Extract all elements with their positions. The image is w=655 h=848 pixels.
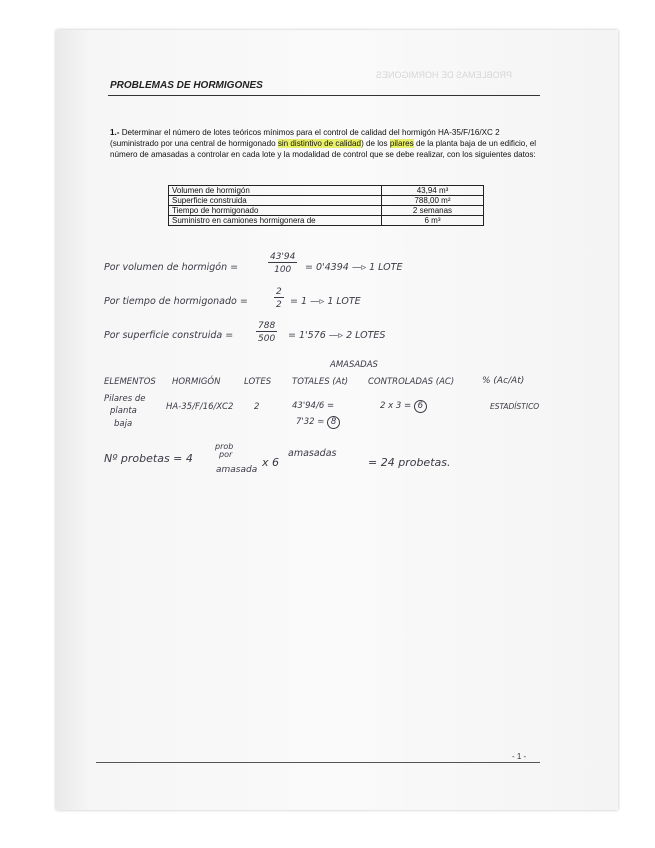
hw-line2-label: Por tiempo de hormigonado =	[104, 296, 248, 307]
table-value: 788,00 m²	[382, 196, 484, 206]
hw-line2-den: 2	[276, 300, 282, 310]
hw-row-elemento-3: baja	[114, 419, 133, 429]
hw-row-totales-2-text: 7'32 ≃	[296, 417, 325, 427]
problem-text-middle: ) de los	[361, 139, 390, 148]
hw-col-totales: TOTALES (At)	[292, 377, 349, 387]
hw-circled-8: 8	[327, 416, 340, 429]
hw-row-controladas	[380, 400, 427, 413]
hw-probetas-label: Nº probetas = 4	[104, 452, 193, 465]
hw-row-elemento-1: Pilares de	[104, 394, 146, 404]
hw-line3-num: 788	[258, 321, 276, 331]
hw-col-hormigon: HORMIGÓN	[172, 377, 221, 387]
table-row	[169, 206, 484, 216]
hw-line3-fraction	[256, 321, 277, 344]
table-label: Superficie construida	[169, 196, 382, 206]
highlight-pilares: pilares	[389, 139, 414, 148]
hw-row-totales-1: 43'94/6 =	[292, 401, 335, 411]
hw-amasadas-heading: AMASADAS	[330, 360, 378, 370]
hw-row-controladas-text: 2 x 3 =	[380, 401, 412, 411]
bleed-through-text: PROBLEMAS DE HORMIGONES	[376, 70, 513, 80]
hw-probetas-sup	[215, 443, 233, 459]
hw-line1-label: Por volumen de hormigón =	[104, 262, 239, 273]
hw-line1-fraction	[268, 252, 297, 275]
hw-col-ratio: % (Ac/At)	[482, 376, 525, 386]
hw-line3-label: Por superficie construida =	[104, 330, 234, 341]
problem-number: 1.-	[110, 128, 120, 137]
hw-col-lotes: LOTES	[244, 377, 272, 387]
hw-probetas-sup-2: por	[219, 450, 233, 459]
hw-row-modalidad: ESTADÍSTICO	[490, 402, 540, 411]
problem-text-after: de la planta baja de un edificio, el número de amasadas a controlar en cada lote y la modalidad de control que se debe realizar, con los siguientes datos:	[110, 139, 537, 159]
hw-line3-result: = 1'576 —▹ 2 LOTES	[288, 330, 386, 341]
table-row	[169, 186, 484, 196]
hw-line2-num: 2	[276, 287, 282, 297]
table-row	[169, 216, 484, 226]
hw-col-controladas: CONTROLADAS (AC)	[368, 377, 455, 387]
table-value: 2 semanas	[382, 206, 484, 216]
hw-row-hormigon: HA-35/F/16/XC2	[166, 402, 234, 412]
table-value: 43,94 m³	[382, 186, 484, 196]
hw-probetas-amasadas: amasadas	[288, 448, 337, 459]
hw-probetas-sub: amasada	[216, 465, 258, 475]
page-number: - 1 -	[512, 752, 527, 761]
hw-line2-result: = 1 —▹ 1 LOTE	[290, 296, 361, 307]
hw-line1-den: 100	[274, 265, 292, 275]
hw-probetas-sup-1: prob	[215, 442, 234, 451]
hw-line1-num: 43'94	[270, 252, 296, 262]
hw-line2-fraction	[274, 287, 284, 310]
table-label: Suministro en camiones hormigonera de	[169, 216, 382, 226]
hw-circled-6: 6	[414, 400, 427, 413]
hw-probetas-times: x 6	[262, 456, 280, 469]
problem-text-before: Determinar el número de lotes teóricos mínimos para el control de calidad del hormigón HA-35/F/16/XC 2 (suministrado por una central de hormigonado	[110, 128, 500, 148]
hw-probetas-result: = 24 probetas.	[368, 456, 451, 469]
hw-row-totales-2	[296, 416, 340, 429]
hw-line3-den: 500	[258, 334, 276, 344]
hw-row-elemento-2: planta	[110, 406, 137, 416]
page-header-title: PROBLEMAS DE HORMIGONES	[110, 80, 263, 91]
hw-row-lotes: 2	[254, 402, 260, 412]
footer-rule	[96, 762, 540, 763]
data-table	[168, 185, 484, 226]
table-row	[169, 196, 484, 206]
header-rule	[108, 95, 540, 96]
hw-col-elementos: ELEMENTOS	[104, 377, 156, 387]
highlight-sin-distintivo: sin distintivo de calidad	[277, 139, 362, 148]
hw-line1-result: = 0'4394 —▹ 1 LOTE	[305, 262, 403, 273]
problem-statement	[110, 127, 540, 160]
table-value: 6 m³	[382, 216, 484, 226]
table-label: Tiempo de hormigonado	[169, 206, 382, 216]
table-label: Volumen de hormigón	[169, 186, 382, 196]
